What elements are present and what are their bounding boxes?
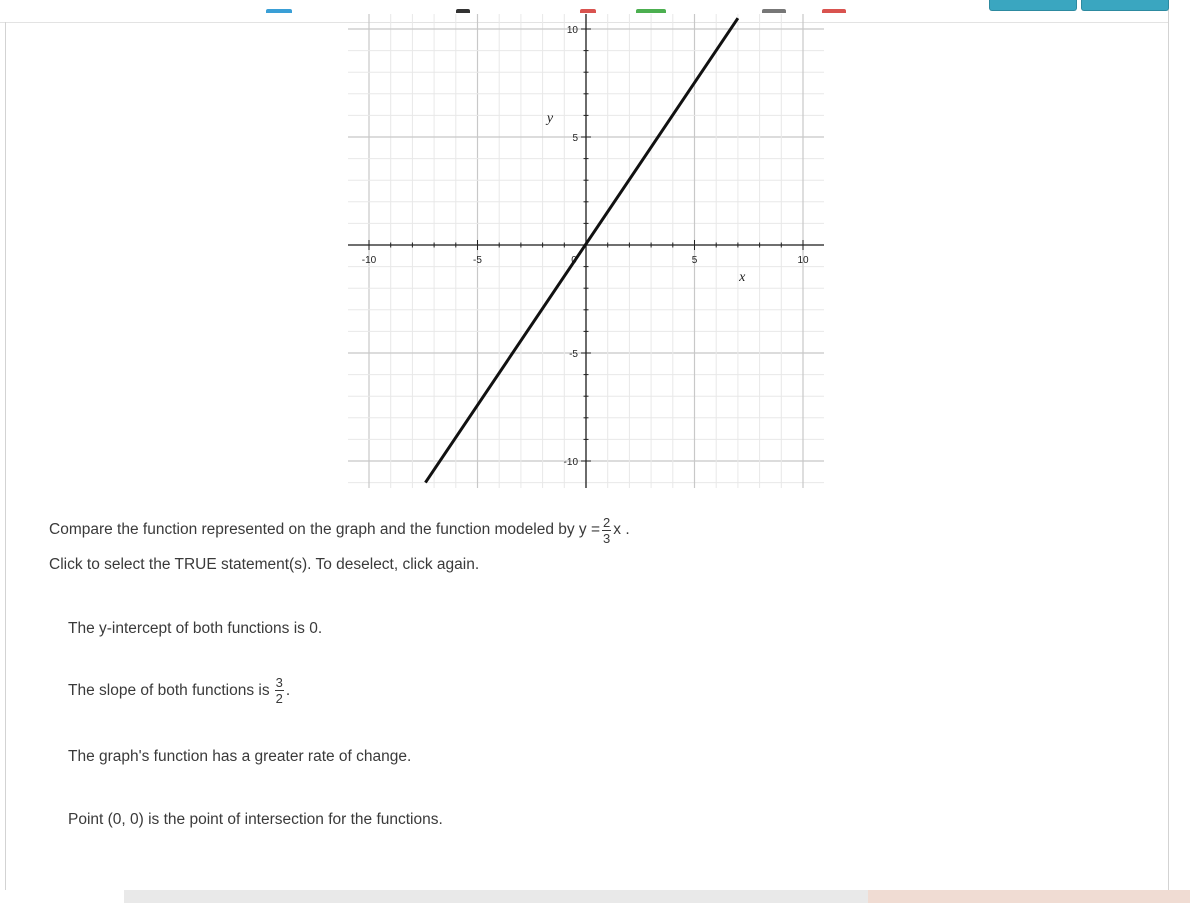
- taskbar-red-icon[interactable]: [580, 9, 596, 13]
- option-rate-of-change[interactable]: [68, 748, 411, 766]
- x-axis-label: x: [739, 270, 746, 285]
- question-instruction: Click to select the TRUE statement(s). To deselect, click again.: [49, 556, 480, 573]
- option-label-suffix: .: [285, 681, 291, 699]
- coordinate-graph: [340, 14, 832, 488]
- y-axis-label: y: [546, 110, 554, 126]
- option-label: Point (0, 0) is the point of intersection for the functions.: [68, 811, 443, 828]
- option-fraction-denominator: 2: [275, 691, 283, 706]
- option-label: The slope of both functions is: [68, 681, 270, 699]
- x-tick-label: -10: [361, 255, 377, 266]
- content-frame-left-border: [5, 22, 6, 890]
- taskbar-app-icon[interactable]: [456, 9, 470, 13]
- taskbar-green-icon[interactable]: [636, 9, 666, 13]
- y-tick-label: -10: [563, 457, 578, 468]
- question-prompt-text: Compare the function represented on the graph and the function modeled by y =: [49, 521, 601, 538]
- question-block: [49, 510, 630, 580]
- option-y-intercept[interactable]: [68, 620, 322, 638]
- taskbar-tray: [868, 890, 1190, 903]
- content-frame-right-border: [1168, 0, 1169, 890]
- graph-svg: [340, 14, 832, 488]
- question-prompt: [49, 510, 630, 550]
- y-tick-label: -5: [569, 349, 578, 360]
- option-fraction: [275, 676, 284, 705]
- prompt-fraction-denominator: 3: [603, 530, 611, 546]
- taskbar-orange-icon[interactable]: [822, 9, 846, 13]
- y-tick-label: 5: [572, 133, 578, 144]
- x-tick-label: 10: [797, 255, 809, 266]
- toolbar-button-left[interactable]: [989, 0, 1077, 11]
- y-tick-label: 10: [566, 25, 578, 36]
- option-fraction-numerator: 3: [275, 675, 283, 690]
- option-slope[interactable]: [68, 676, 290, 705]
- option-label: The y-intercept of both functions is 0.: [68, 620, 323, 637]
- taskbar-browser-icon[interactable]: [266, 9, 292, 13]
- function-line: [425, 18, 737, 482]
- x-tick-label: 5: [691, 255, 698, 266]
- prompt-fraction-numerator: 2: [603, 514, 611, 530]
- option-label: The graph's function has a greater rate of change.: [68, 748, 412, 765]
- question-prompt-suffix: x .: [613, 521, 630, 538]
- toolbar-button-right[interactable]: [1081, 0, 1169, 11]
- x-tick-label: 0: [571, 255, 577, 266]
- taskbar-grey-icon[interactable]: [762, 9, 786, 13]
- prompt-fraction: [602, 516, 611, 545]
- option-intersection[interactable]: [68, 811, 443, 829]
- x-tick-label: -5: [473, 255, 482, 266]
